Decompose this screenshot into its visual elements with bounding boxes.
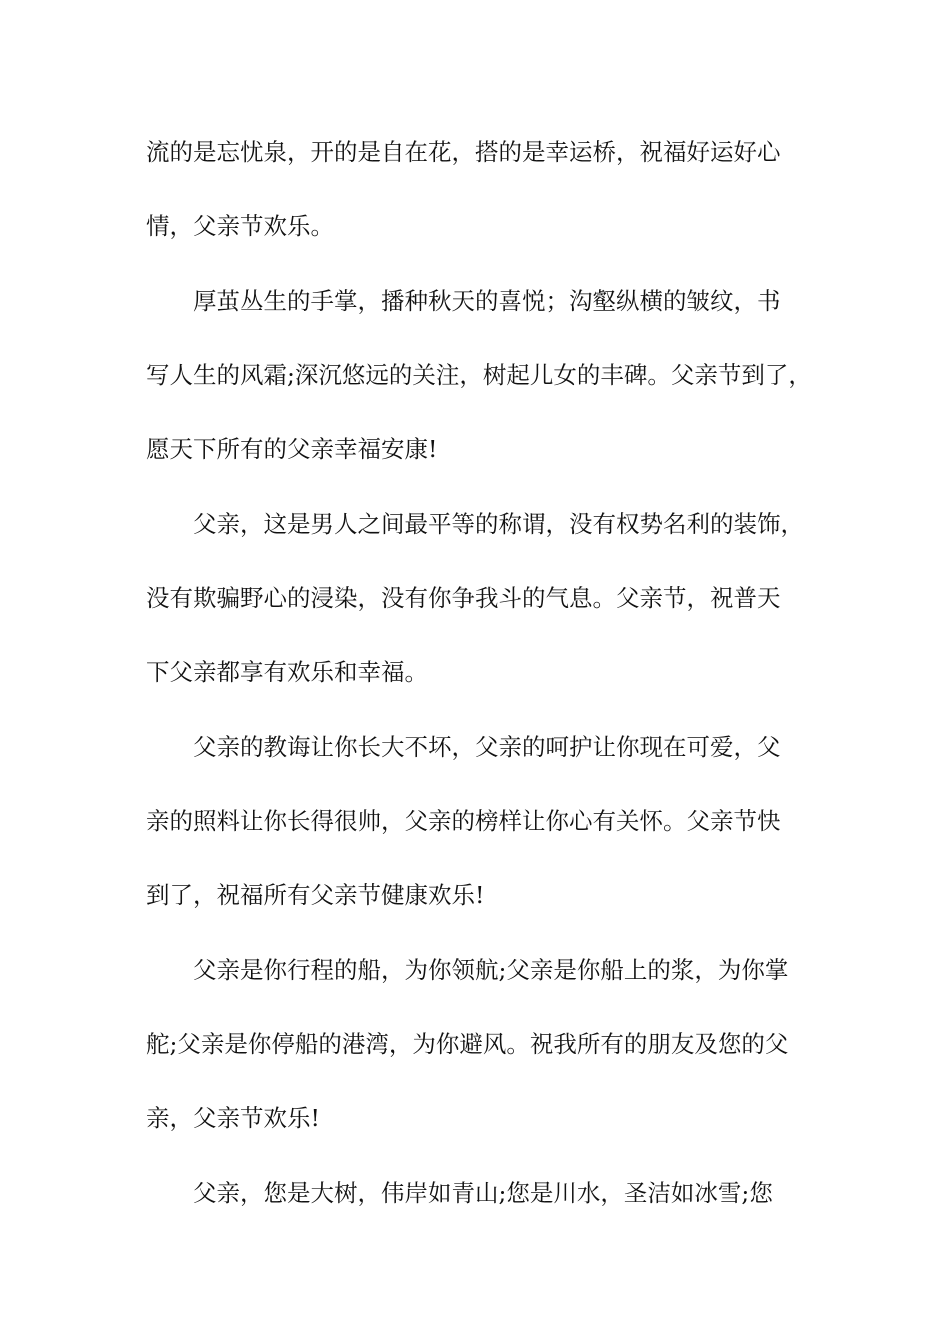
text-line: 父亲，您是大树，伟岸如青山;您是川水，圣洁如冰雪;您 xyxy=(193,1179,773,1207)
text-line: 到了，祝福所有父亲节健康欢乐! xyxy=(146,881,485,909)
text-line: 厚茧丛生的手掌，播种秋天的喜悦；沟壑纵横的皱纹，书 xyxy=(193,287,781,315)
text-line: 父亲，这是男人之间最平等的称谓，没有权势名利的装饰， xyxy=(193,510,804,538)
text-line: 没有欺骗野心的浸染，没有你争我斗的气息。父亲节，祝普天 xyxy=(146,584,781,612)
text-line: 写人生的风霜;深沉悠远的关注，树起儿女的丰碑。父亲节到了， xyxy=(146,361,812,389)
text-line: 父亲是你行程的船，为你领航;父亲是你船上的浆，为你掌 xyxy=(193,956,789,984)
text-line: 亲，父亲节欢乐! xyxy=(146,1104,320,1132)
text-line: 情，父亲节欢乐。 xyxy=(146,212,334,240)
text-line: 下父亲都享有欢乐和幸福。 xyxy=(146,658,428,686)
text-line: 舵;父亲是你停船的港湾，为你避风。祝我所有的朋友及您的父 xyxy=(146,1030,789,1058)
text-line: 父亲的教诲让你长大不坏，父亲的呵护让你现在可爱，父 xyxy=(193,733,781,761)
text-line: 亲的照料让你长得很帅，父亲的榜样让你心有关怀。父亲节快 xyxy=(146,807,781,835)
text-line: 流的是忘忧泉，开的是自在花，搭的是幸运桥，祝福好运好心 xyxy=(146,138,781,166)
text-line: 愿天下所有的父亲幸福安康! xyxy=(146,435,438,463)
